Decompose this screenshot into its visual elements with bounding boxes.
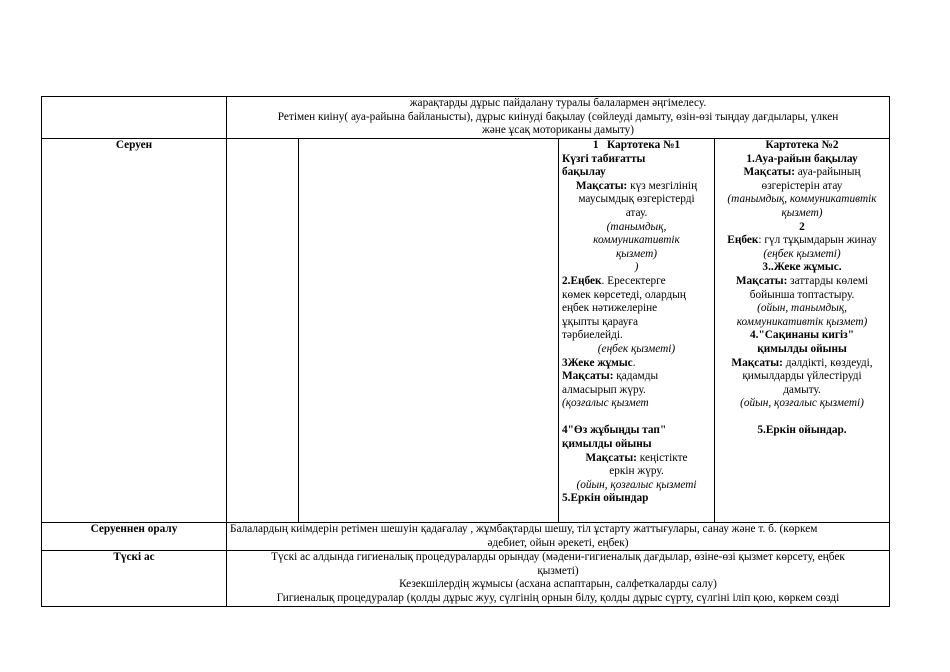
card2-labor: Еңбек: гүл тұқымдарын жинау	[727, 234, 877, 247]
lunch-line-1: Түскі ас алдында гигиеналық процедураларды орындау (мәдени-гигиеналық дағдылар, өзіне-өзі қызмет көрсету, еңбек	[271, 551, 845, 564]
card2-free-play: 5.Еркін ойындар.	[757, 424, 847, 437]
card2-game-act: (ойын, қозғалыс қызметі)	[740, 397, 864, 410]
card2-indiv-act-b: коммуникативтік қызмет)	[736, 315, 868, 328]
walk-label: Серуен	[42, 139, 227, 523]
table-row	[42, 97, 890, 139]
card1-free-play: 5.Еркін ойындар	[562, 492, 649, 505]
walk-empty-cell-2	[299, 139, 559, 523]
card1-game-title-b: қимылды ойыны	[562, 438, 652, 451]
card1-labor-act: (еңбек қызметі)	[597, 342, 676, 355]
card2-indiv-goal: Мақсаты: заттарды көлемі	[735, 274, 869, 287]
lunch-line-3: Кезекшілердің жұмысы (асхана аспаптарын, салфеткаларды салу)	[399, 578, 717, 591]
card1-act-b: коммуникативтік	[593, 234, 680, 247]
card1-indiv-act: (қозғалыс қызмет	[562, 397, 649, 410]
card1-act-c: қызмет)	[615, 247, 658, 260]
card2-game-goal: Мақсаты: дәлдікті, көздеуді,	[731, 356, 873, 369]
row-label-empty	[42, 97, 227, 139]
return-walk-line-2: әдебиет, ойын әрекеті, еңбек)	[487, 536, 629, 549]
card2-game-goal-b: қимылдарды үйлестіруді	[742, 370, 862, 383]
card2-act-a: (танымдық, коммуникативтік	[727, 193, 877, 206]
card1-labor-b: көмек көрсетеді, олардың	[562, 288, 686, 301]
return-walk-label: Серуеннен оралу	[42, 523, 227, 551]
card1-game-title-a: 4"Өз жұбыңды тап"	[562, 424, 667, 437]
table-row	[42, 139, 890, 523]
card1-act-d: )	[634, 261, 639, 274]
card2-game-title-a: 4."Сақинаны кигіз"	[750, 329, 854, 342]
card1-labor: 2.Еңбек. Ересектерге	[562, 274, 666, 287]
table-row	[42, 551, 890, 606]
card1-spacer	[562, 411, 711, 425]
daily-plan-table	[41, 96, 890, 607]
card1-act-a: (танымдық,	[606, 220, 667, 233]
card1-observe-title-a: Күзгі табиғатты	[562, 152, 646, 165]
card2-indiv-goal-b: бойынша топтастыру.	[749, 288, 855, 301]
card1-game-goal-b: еркін жүру.	[609, 465, 664, 478]
card2-indiv: 3..Жеке жұмыс.	[762, 261, 842, 274]
card1-labor-c: еңбек нәтижелеріне	[562, 302, 658, 315]
card2-game-goal-c: дамыту.	[783, 383, 821, 396]
card1-labor-d: ұқыпты қарауға	[562, 315, 639, 328]
top-row-content	[227, 97, 890, 139]
walk-card-1	[559, 139, 715, 523]
card2-indiv-act-a: (ойын, танымдық,	[757, 302, 847, 315]
card1-goal-c: атау.	[625, 206, 648, 219]
card1-game-goal: Мақсаты: кеңістікте	[585, 451, 688, 464]
card2-observe-title: 1.Ауа-райын бақылау	[746, 152, 858, 165]
card2-game-title-b: қимылды ойыны	[757, 342, 847, 355]
lunch-content	[227, 551, 890, 606]
top-row-line-2: Ретімен киіну( ауа-райына байланысты), дұрыс киінуді бақылау (сөйлеуді дамыту, өзін-өзі тыңдау дағдылары, үлкен	[277, 110, 839, 123]
top-row-line-1: жарақтарды дұрыс пайдалану туралы балалармен әңгімелесу.	[409, 97, 707, 109]
card1-indiv-goal-b: алмасырып жүру.	[562, 383, 646, 396]
top-row-line-3: және ұсақ моториканы дамыту)	[481, 124, 635, 137]
card2-title: Картотека №2	[765, 139, 839, 151]
card1-goal: Мақсаты: күз мезгілінің	[575, 179, 698, 192]
card1-labor-e: тәрбиелейді.	[562, 329, 623, 342]
card1-observe-title-b: бақылау	[562, 166, 606, 179]
card2-num-2: 2	[799, 220, 805, 233]
card1-game-act: (ойын, қозғалыс қызметі	[576, 478, 697, 491]
lunch-line-4: Гигиеналық процедуралар (қолды дұрыс жуу, сүлгінің орнын білу, қолды дұрыс сүрту, сүлгіні іліп қою, көркем сөзді	[276, 591, 840, 604]
card2-labor-act: (еңбек қызметі)	[763, 247, 841, 260]
card2-spacer	[718, 411, 886, 425]
return-walk-line-1: Балалардың киімдерін ретімен шешуін қадағалау , жұмбақтарды шешу, тіл ұстарту жаттығулары, санау және т. б. (көркем	[230, 523, 818, 535]
lunch-label: Түскі ас	[42, 551, 227, 606]
walk-card-2	[715, 139, 890, 523]
card1-title: 1 Картотека №1	[592, 139, 681, 151]
card2-act-b: қызмет)	[781, 206, 823, 219]
card1-indiv-goal: Мақсаты: қадамды	[562, 370, 659, 383]
lunch-line-2: қызметі)	[537, 564, 579, 577]
card1-goal-b: маусымдық өзгерістерді	[578, 193, 695, 206]
walk-empty-cell-1	[227, 139, 299, 523]
card2-goal: Мақсаты: ауа-райының	[743, 166, 861, 179]
card1-indiv: 3Жеке жұмыс.	[562, 356, 636, 369]
table-row	[42, 523, 890, 551]
card2-goal-b: өзгерістерін атау	[761, 179, 843, 192]
return-walk-content	[227, 523, 890, 551]
